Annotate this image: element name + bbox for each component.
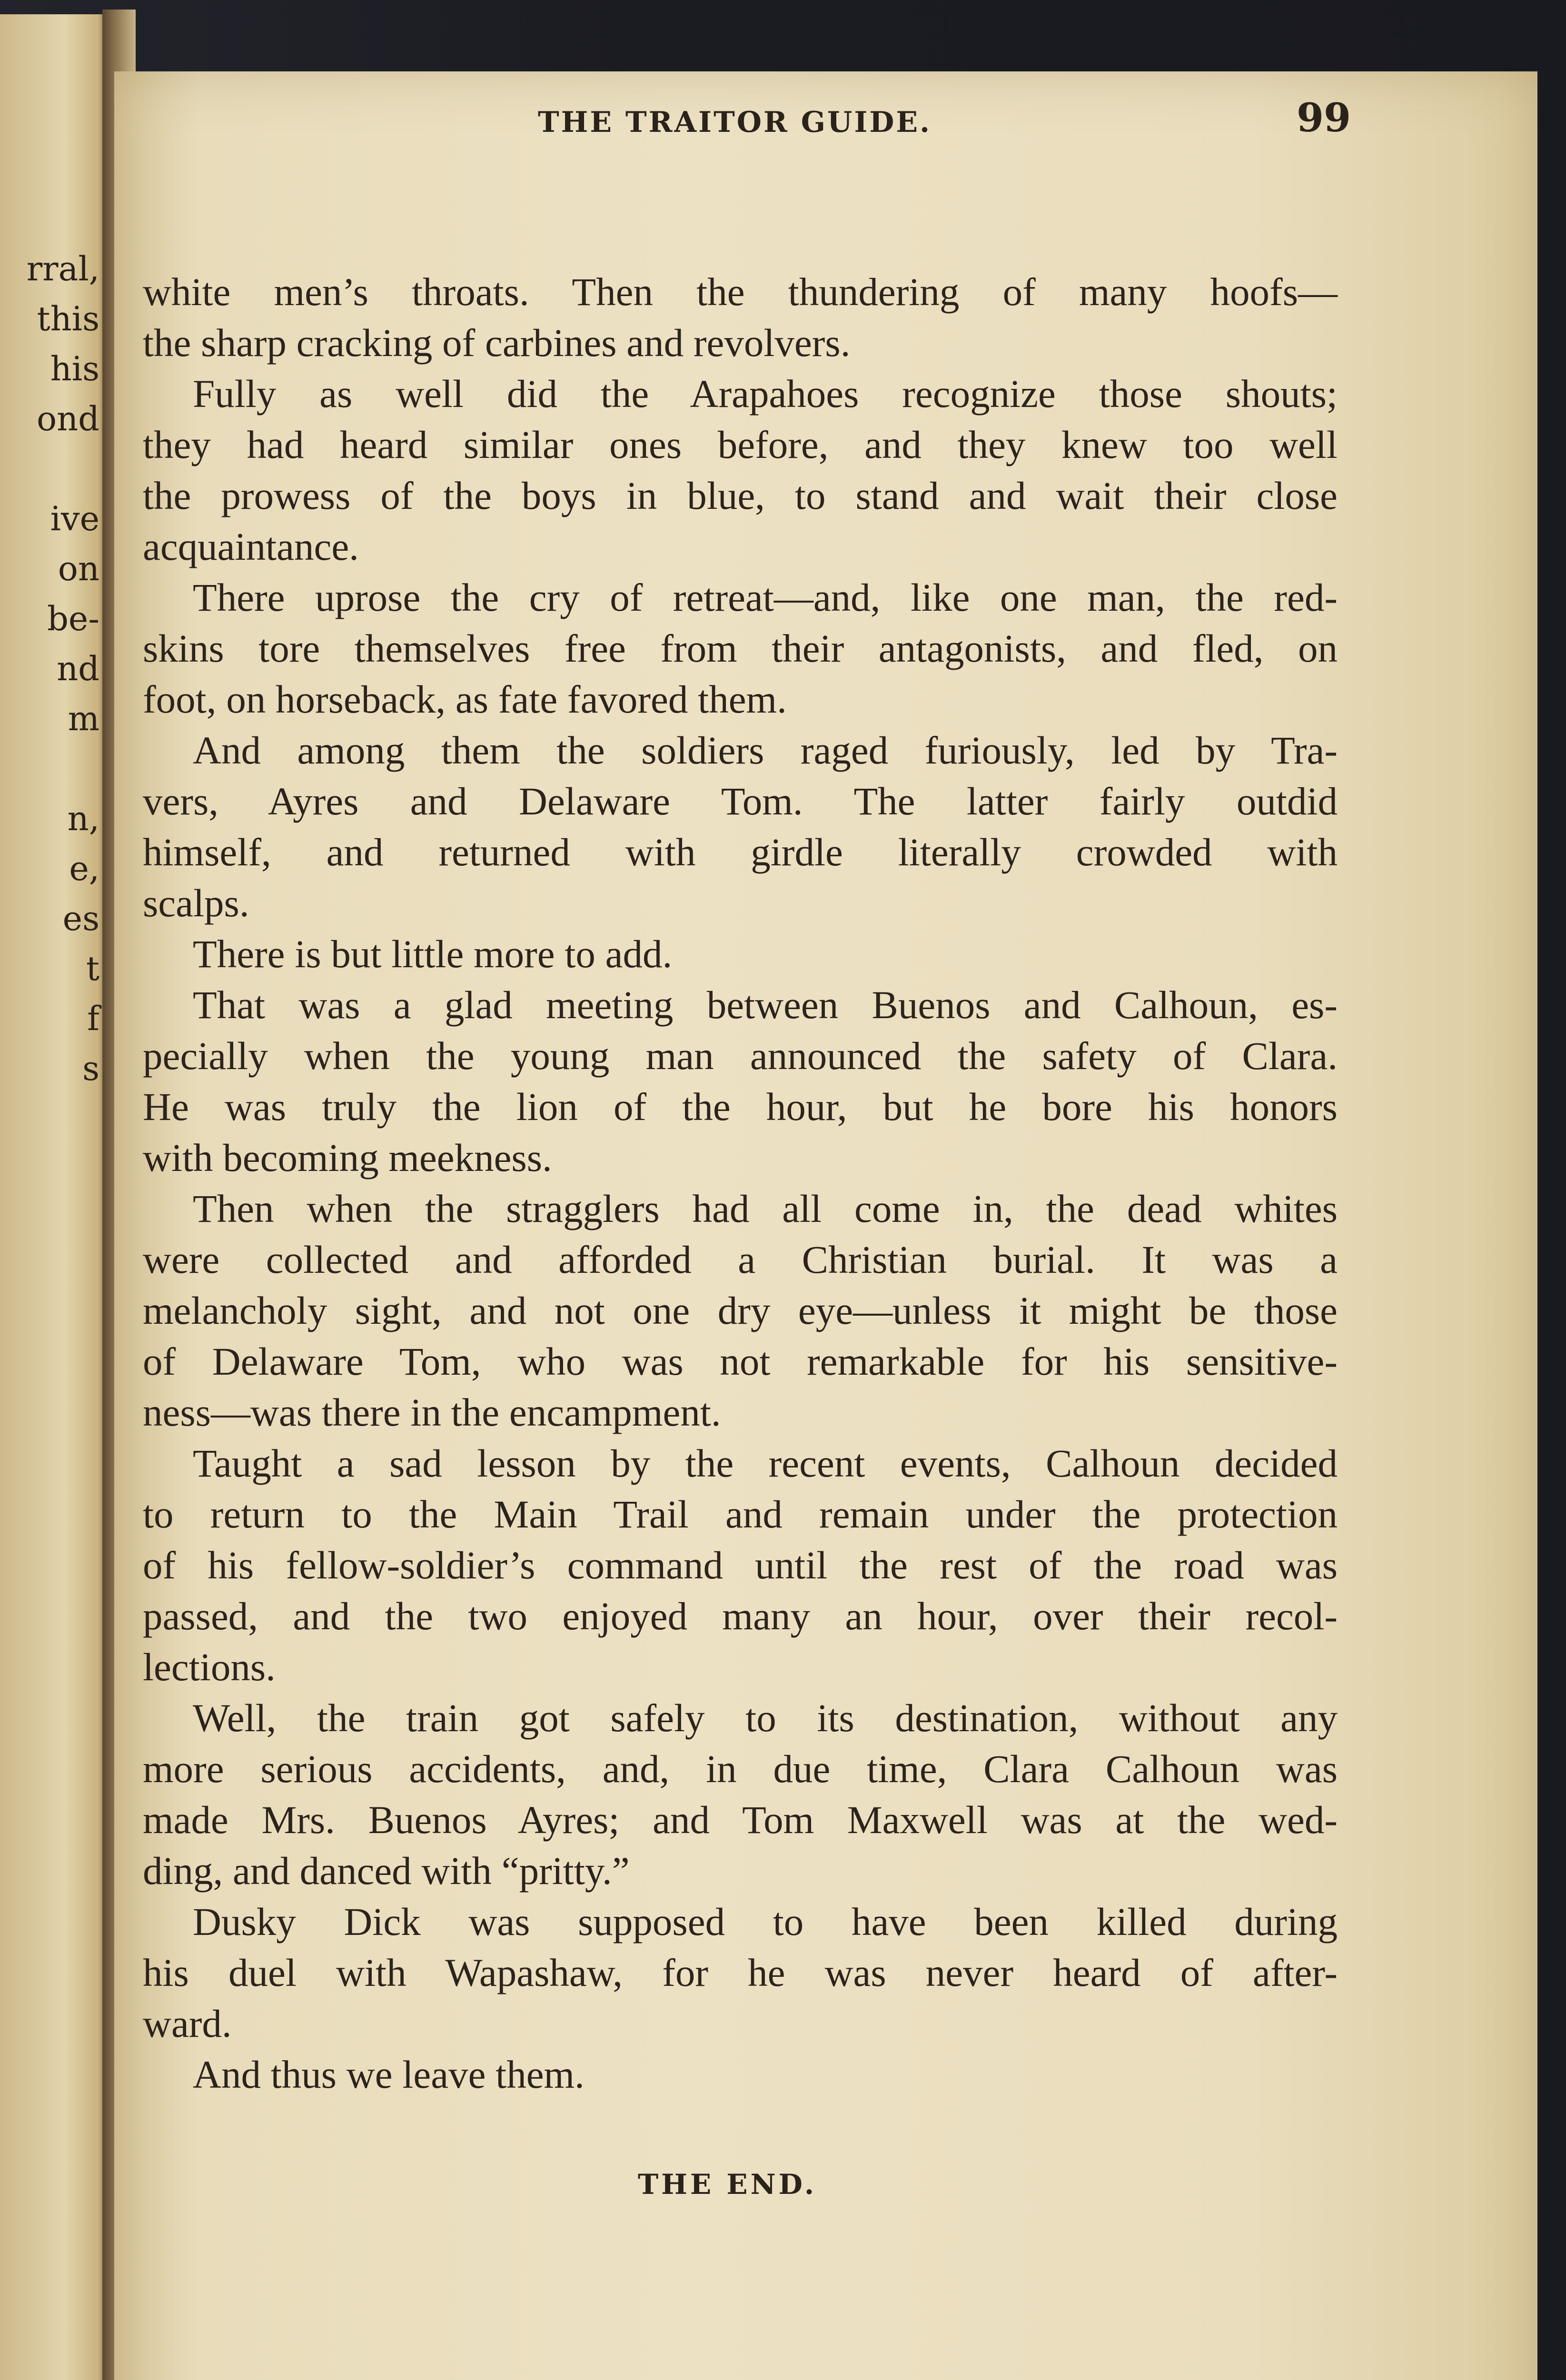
- text-line: ding, and danced with “pritty.”: [143, 1849, 630, 1893]
- text-line: lections.: [143, 1645, 276, 1689]
- body-text: [143, 267, 1338, 2100]
- text-line: more serious accidents, and, in due time, Clara Calhoun was: [143, 1747, 1338, 1791]
- text-line: And thus we leave them.: [193, 2053, 585, 2096]
- running-head: THE TRAITOR GUIDE.: [538, 106, 932, 139]
- text-line: melancholy sight, and not one dry eye—unless it might be those: [143, 1289, 1338, 1332]
- text-line: Fully as well did the Arapahoes recognize those shouts;: [193, 372, 1338, 416]
- text-line: the sharp cracking of carbines and revolvers.: [143, 321, 851, 365]
- left-page-fragment: t: [86, 949, 99, 988]
- left-page-fragment: on: [58, 549, 99, 588]
- left-page-fragment: e,: [69, 849, 99, 888]
- text-line: to return to the Main Trail and remain under the protection: [143, 1492, 1338, 1536]
- text-line: ward.: [143, 2002, 232, 2045]
- text-line: Taught a sad lesson by the recent events, Calhoun decided: [193, 1441, 1338, 1485]
- text-line: with becoming meekness.: [143, 1136, 552, 1180]
- left-page-fragment: rral,: [26, 249, 99, 288]
- text-line: foot, on horseback, as fate favored them.: [143, 677, 787, 721]
- left-facing-page: [0, 14, 107, 2380]
- left-page-fragment: es: [62, 899, 99, 938]
- left-page-fragment: ond: [36, 399, 99, 438]
- text-line: of Delaware Tom, who was not remarkable for his sensitive-: [143, 1339, 1338, 1383]
- text-line: Well, the train got safely to its destination, without any: [193, 1696, 1338, 1740]
- text-line: were collected and afforded a Christian burial. It was a: [143, 1238, 1338, 1281]
- text-line: acquaintance.: [143, 525, 359, 568]
- left-page-fragment: his: [50, 349, 99, 388]
- left-page-fragment: m: [68, 699, 99, 738]
- left-page-fragment: be-: [47, 599, 99, 638]
- text-line: There is but little more to add.: [193, 932, 673, 976]
- left-page-fragment: s: [82, 1049, 99, 1088]
- text-line: scalps.: [143, 881, 249, 925]
- text-line: ness—was there in the encampment.: [143, 1390, 721, 1434]
- left-page-fragment: this: [37, 299, 99, 338]
- left-page-fragment: nd: [57, 649, 99, 688]
- page-number: 99: [1297, 95, 1351, 141]
- text-line: And among them the soldiers raged furiously, led by Tra-: [193, 728, 1338, 772]
- text-line: Then when the stragglers had all come in, the dead whites: [193, 1187, 1338, 1230]
- text-line: skins tore themselves free from their antagonists, and fled, on: [143, 626, 1338, 670]
- text-line: the prowess of the boys in blue, to stand and wait their close: [143, 474, 1338, 517]
- text-line: That was a glad meeting between Buenos and Calhoun, es-: [193, 983, 1338, 1027]
- text-line: they had heard similar ones before, and they knew too well: [143, 423, 1338, 466]
- text-line: pecially when the young man announced the safety of Clara.: [143, 1034, 1338, 1078]
- text-line: made Mrs. Buenos Ayres; and Tom Maxwell was at the wed-: [143, 1798, 1338, 1842]
- text-line: white men’s throats. Then the thundering of many hoofs—: [143, 270, 1338, 314]
- text-line: Dusky Dick was supposed to have been killed during: [193, 1900, 1338, 1944]
- text-line: his duel with Wapashaw, for he was never heard of after-: [143, 1951, 1338, 1994]
- left-page-fragment: n,: [67, 799, 99, 838]
- text-line: passed, and the two enjoyed many an hour, over their recol-: [143, 1594, 1338, 1638]
- text-line: himself, and returned with girdle literally crowded with: [143, 830, 1338, 874]
- text-line: He was truly the lion of the hour, but he bore his honors: [143, 1085, 1338, 1129]
- text-line: vers, Ayres and Delaware Tom. The latter fairly outdid: [143, 779, 1338, 823]
- the-end-label: THE END.: [638, 2168, 817, 2201]
- text-line: There uprose the cry of retreat—and, like one man, the red-: [193, 575, 1338, 619]
- left-page-fragment: ive: [50, 499, 99, 538]
- text-line: of his fellow-soldier’s command until the rest of the road was: [143, 1543, 1338, 1587]
- left-page-fragment: f: [87, 999, 99, 1038]
